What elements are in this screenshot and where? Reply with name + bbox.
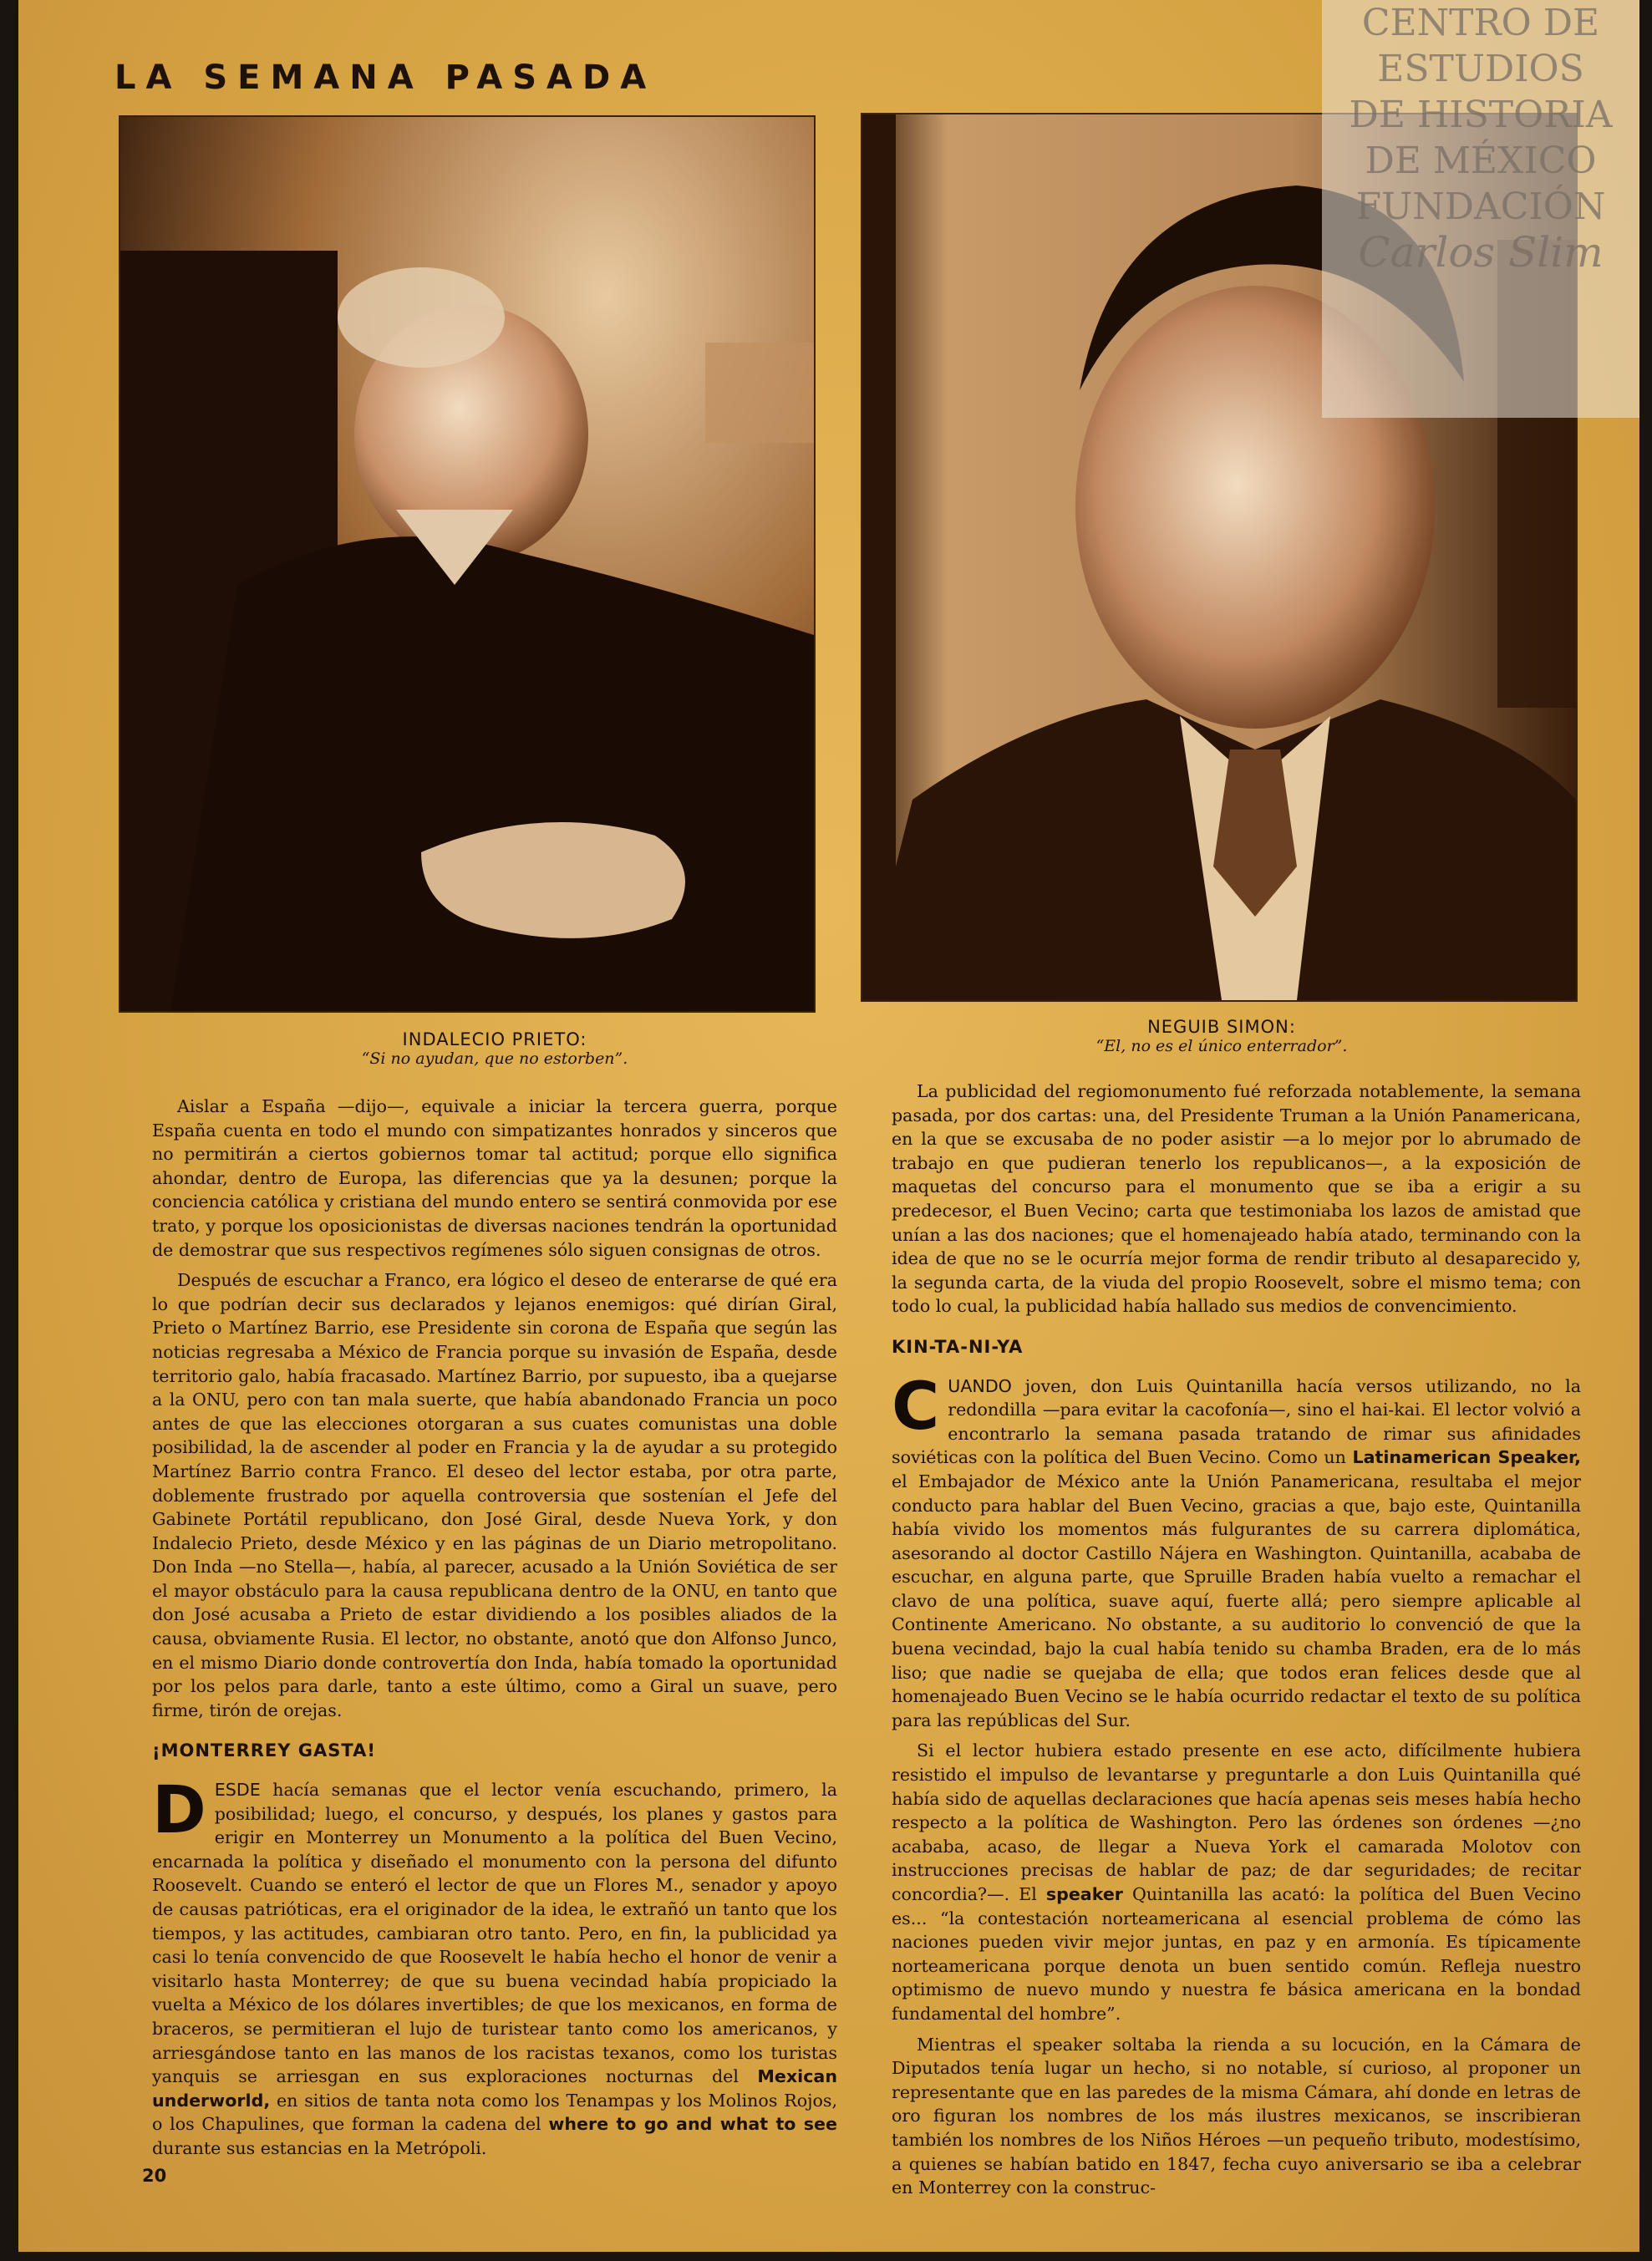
paragraph [892, 1369, 1581, 1733]
paragraph: Aislar a España —dijo—, equivale a iniciar la tercera guerra, porque España cuenta en todo el mundo con simpatizantes honrados y sinceros que no permitirán a ciertos gobiernos tomar tal actitud; porque ello significa ahondar, dentro de Europa, las diferencias que ya la desunen; porque la conciencia católica y cristiana del mundo entero se sentirá conmovida por ese trato, y porque los oposicionistas de diversas naciones tendrán la oportunidad de demostrar que sus respectivos regímenes sólo siguen consignas de otros. [152, 1096, 837, 1260]
paragraph: Después de escuchar a Franco, era lógico el deseo de enterarse de qué era lo que podrían decir sus declarados y lejanos enemigos: qué dirían Giral, Prieto o Martínez Barrio, ese Presidente sin corona de España que según las noticias regresaba a México de Francia porque su invasión de España, desde territorio galo, había fracasado. Martínez Barrio, por supuesto, iba a quejarse a la ONU, pero con tan mala suerte, que había abandonado Francia un poco antes de que las elecciones otorgaran a sus cuates comunistas una doble posibilidad, la de ascender al poder en Francia y la de ayudar a su protegido Martínez Barrio contra Franco. El deseo del lector estaba, por otra parte, doblemente frustrado por aquella controversia que sostenían el Jefe del Gabinete Portátil republicano, don José Giral, desde Nueva York, y don Indalecio Prieto, desde México y en las páginas de un Diario metropolitano. Don Inda —no Stella—, había, al parecer, acusado a la Unión Soviética de ser el mayor obstáculo para la causa republicana dentro de la ONU, en tanto que don José acusaba a Prieto de estar dividiendo a los posibles aliados de la causa, obviamente Rusia. El lector, no obstante, anotó que don Alfonso Junco, en el mismo Diario donde controvertía don Inda, había tomado la oportunidad por los pelos para darle, tanto a este último, como a Giral un suave, pero firme, tirón de orejas. [152, 1270, 837, 1720]
caption-indalecio-prieto [294, 1029, 695, 1068]
caption-name: INDALECIO PRIETO: [402, 1029, 587, 1049]
text-run: el Embajador de México ante la Unión Panamericana, resultaba el mejor conducto para hablar del Buen Vecino, gracias a que, bajo este, Quintanilla había vivido los momentos más fulgurantes de su carrera diplomática, asesorando al doctor Castillo Nájera en Washington. Quintanilla, acababa de escuchar, en alguna parte, que Spruille Braden había vuelto a remachar el clavo de una política, suave aquí, fuerte allá; pero siempre aplicable al Continente Americano. No obstante, a su auditorio lo convenció de que la buena vecindad, bajo la cual había tenido su chamba Braden, era de lo más liso; que nadie se quejaba de ella; que todos eran felices desde que al homenajeado Buen Vecino se le había ocurrido redactar el texto de su política para las repúblicas del Sur. [892, 1471, 1581, 1730]
caption-quote: “El, no es el único enterrador”. [1095, 1037, 1348, 1055]
caption-quote: “Si no ayudan, que no estorben”. [361, 1049, 628, 1068]
bold-phrase: Mexican underworld, [152, 2066, 837, 2111]
paragraph: La publicidad del regiomonumento fué reforzada notablemente, la semana pasada, por dos cartas: una, del Presidente Truman a la Unión Panamericana, en la que se excusaba de no poder asistir —a lo mejor por lo abrumado de trabajo en que pudieran tenerlo los republicanos—, a la exposición de maquetas del concurso para el monumento que se iba a erigir a su predecesor, el Buen Vecino; carta que testimoniaba los lazos de amistad que unían a las dos naciones; que el homenajeado había atado, terminando con la idea de que no se le ocurría mejor forma de rendir tributo al desaparecido y, la segunda carta, de la viuda del propio Roosevelt, sobre el mismo tema; con todo lo cual, la publicidad había hallado sus medios de convencimiento. [892, 1081, 1581, 1317]
page-header: LA SEMANA PASADA [114, 58, 657, 97]
text-run: durante sus estancias en la Metrópoli. [152, 2137, 487, 2158]
caption-neguib-simon [1021, 1017, 1422, 1055]
paragraph: Mientras el speaker soltaba la rienda a su locución, en la Cámara de Diputados tenía lugar un hecho, si no notable, sí curioso, al proponer un representante que en las paredes de la misma Cámara, ahí donde en letras de oro figuran los nombres de los más ilustres mexicanos, se inscribieran también los nombres de los Niños Héroes —un pequeño tributo, modestísimo, a quienes se habían batido en 1847, fecha cuyo aniversario se iba a celebrar en Monterrey con la construc- [892, 2034, 1581, 2198]
lead-word: UANDO [948, 1375, 1012, 1396]
bold-phrase: where to go and what to see [548, 2114, 837, 2135]
drop-cap: C [892, 1369, 940, 1445]
section-heading-kin-ta-ni-ya: KIN-TA-NI-YA [892, 1336, 1024, 1357]
page-number: 20 [142, 2166, 167, 2186]
text-run: Si el lector hubiera estado presente en ese acto, difícilmente hubiera resistido el impulso de levantarse y preguntarle a don Luis Quintanilla qué había sido de aquellas declaraciones que hacía apenas seis meses había hecho respecto a la política de Washington. Pero las órdenes son órdenes —¿no acababa, acaso, de llegar a Nueva York el camarada Molotov con instrucciones precisas de hablar de paz; de dar seguridades; de recitar concordia?—. El [892, 1740, 1581, 1904]
text-run: Quintanilla las acató: la política del Buen Vecino es... “la contestación norteamericana al esencial problema de cómo las naciones pueden vivir mejor juntas, en paz y en armonía. Es típicamente norteamericana porque denota un buen sentido común. Refleja nuestro optimismo de nuevo mundo y nuestra fe básica americana en la bondad fundamental del hombre”. [892, 1884, 1581, 2024]
bold-phrase: Latinamerican Speaker, [1352, 1447, 1581, 1468]
bold-phrase: speaker [1045, 1884, 1123, 1904]
left-column [152, 1095, 837, 2167]
archive-watermark [1322, 0, 1639, 418]
text-run: hacía semanas que el lector venía escuchando, primero, la posibilidad; luego, el concurso, y después, los planes y gastos para erigir en Monterrey un Monumento a la política del Buen Vecino, encarnada la política y diseñado el monumento con la persona del difunto Roosevelt. Cuando se enteró el lector de que un Flores M., senador y apoyo de causas patrióticas, era el originador de la idea, le extrañó un tanto que los tiempos, y las actitudes, cambiaran otro tanto. Pero, en fin, la publicidad ya casi lo tenía convencido de que Roosevelt le había hecho el honor de venir a visitarlo hasta Monterrey; de que su buena vecindad había propiciado la vuelta a México de los dólares invertibles; de que los mexicanos, en forma de braceros, se permitieran el lujo de turistear tanto como los americanos, y arriesgándose tanto en las manos de los racistas texanos, como los turistas yanquis se arriesgan en sus exploraciones nocturnas del [152, 1780, 837, 2087]
paragraph [892, 1739, 1581, 2025]
photo-indalecio-prieto [119, 115, 816, 1013]
watermark-line: FUNDACIÓN [1355, 185, 1606, 228]
right-column [892, 1080, 1581, 2207]
paragraph [152, 1773, 837, 2161]
watermark-line: CENTRO DE [1361, 2, 1600, 44]
lead-word: ESDE [214, 1780, 261, 1801]
watermark-line: DE HISTORIA [1349, 94, 1613, 136]
watermark-line: ESTUDIOS [1377, 48, 1584, 90]
drop-cap: D [152, 1773, 206, 1849]
text-run: joven, don Luis Quintanilla hacía versos utilizando, no la redondilla —para evitar la cacofonía—, sino el hai-kai. El lector volvió a encontrarlo la semana pasada tratando de rimar sus afinidades soviéticas con la política del Buen Vecino. Como un [892, 1375, 1581, 1468]
watermark-line: DE MÉXICO [1365, 140, 1597, 182]
text-run: en sitios de tanta nota como los Tenampas y los Molinos Rojos, o los Chapulines, que forman la cadena del [152, 2090, 837, 2135]
section-heading-monterrey-gasta: ¡MONTERREY GASTA! [152, 1740, 376, 1761]
watermark-signature: Carlos Slim [1358, 228, 1604, 277]
caption-name: NEGUIB SIMON: [1147, 1017, 1296, 1037]
